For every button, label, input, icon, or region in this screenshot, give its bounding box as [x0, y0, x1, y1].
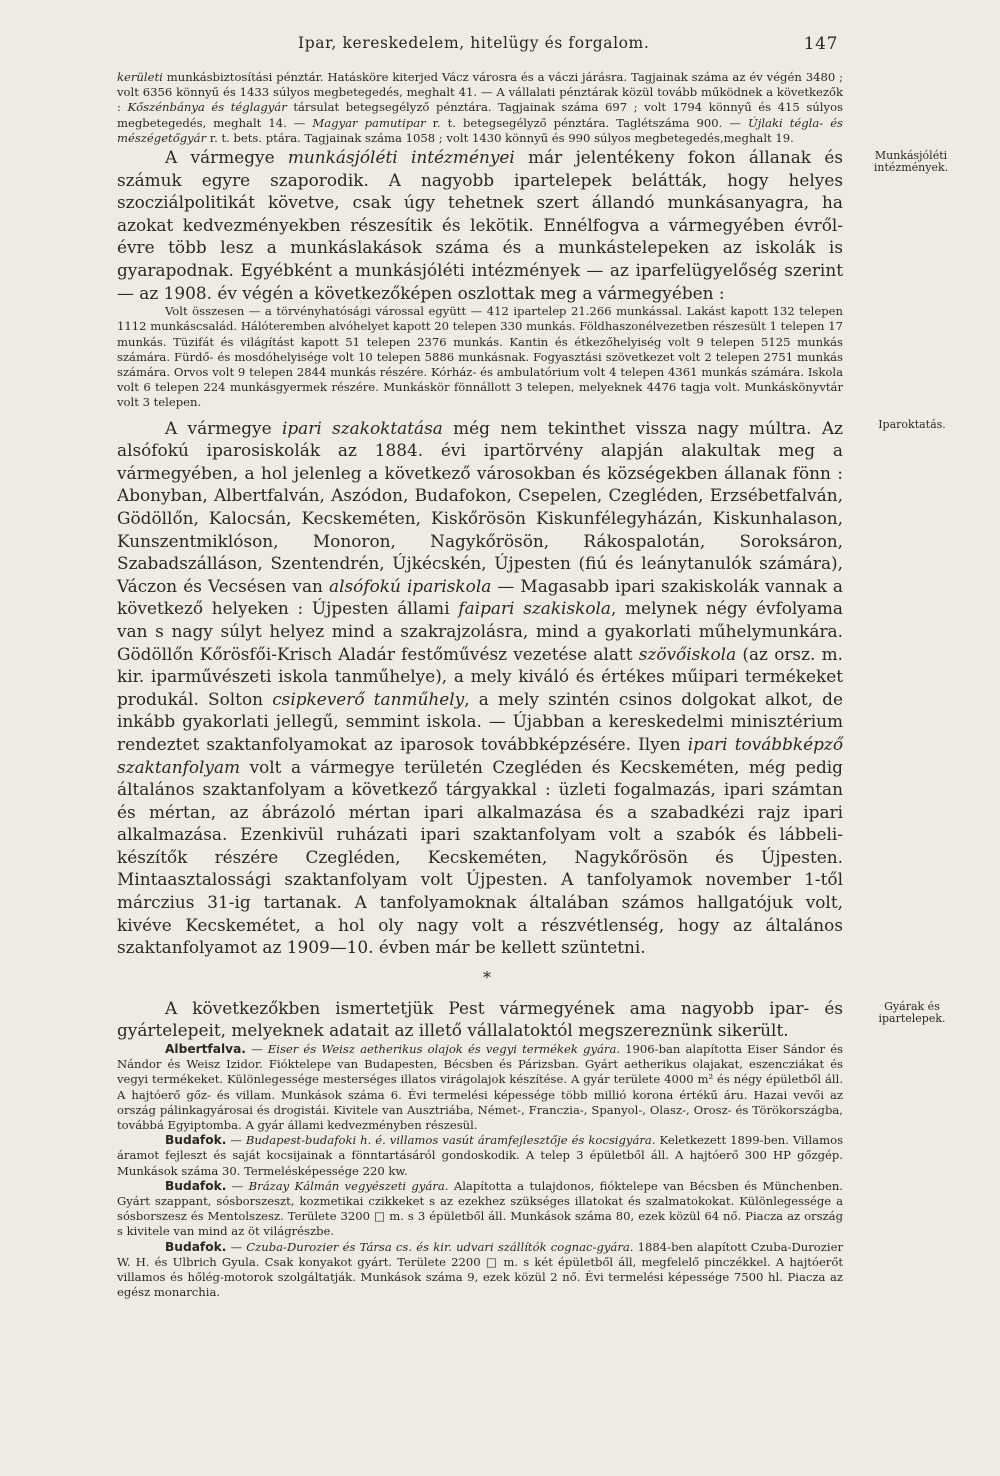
paragraph-education: [117, 417, 843, 959]
text-run: —: [245, 1042, 268, 1057]
entry-budafok-brazay: [117, 1179, 843, 1240]
entry-place: Budafok.: [165, 1178, 227, 1193]
text-run: , melynek négy évfolyama van s nagy súlyt helyez mind a szakrajzolásra, mind a gyakorlati műhelymunkára. Gödöllőn Kőrösfői-Krisch Aladár festőművész vezetése alatt: [117, 598, 843, 664]
section-factories: [117, 997, 946, 1042]
text-run: —: [226, 1239, 247, 1254]
margin-note-welfare: Munkásjóléti intézmények.: [873, 149, 949, 175]
emphasis-company: Kőszénbánya és téglagyár: [127, 100, 287, 115]
entry-company: Brázay Kálmán vegyészeti gyára.: [248, 1178, 449, 1193]
page-number: 147: [803, 34, 838, 54]
section-separator: *: [483, 967, 491, 987]
text-run: társulat betegsegélyző pénztára. Tagjainak száma 697 ; volt 1794 könnyű és 415 súlyos megbetegedés, meghalt 14. —: [117, 100, 843, 130]
emphasis-company: Újlaki tégla- és mészégetőgyár: [117, 115, 844, 145]
margin-note-factories: Gyárak és ipartelepek.: [878, 999, 946, 1025]
entry-place: Budafok.: [165, 1239, 227, 1254]
emphasis-kerületi: kerületi: [117, 70, 163, 84]
entry-budafok-czuba: [117, 1240, 843, 1301]
running-head-title: Ipar, kereskedelem, hitelügy és forgalom.: [298, 34, 650, 52]
text-run: munkásbiztosítási pénztár. Hatásköre kiterjed Vácz városra és a váczi járásra. Tagjainak száma az év végén 3480 ; volt 6356 könnyű és 1433 súlyos megbetegedés, meghalt 41. — A vállalati pénztárak közül tovább működnek a következők :: [117, 70, 843, 115]
text-run: A vármegye: [165, 417, 282, 438]
entry-text: Alapította a tulajdonos, fióktelepe van Bécsben és Münchenben. Gyárt szappant, sósborszeszt, kozmetikai czikkeket s az ezekhez szükséges illatokat és szalmatokokat. Különlegessége a sósborszesz és Mentolszesz. Területe 3200 □ m. s 3 épületből áll. Munkások száma 80, ezek közül 64 nő. Piacza az ország s kivitele van mind az öt világrészbe.: [117, 1178, 843, 1239]
section-welfare: [117, 146, 949, 304]
section-education: [117, 417, 946, 959]
text-run: még nem tekinthet vissza nagy múltra. Az alsófokú iparosiskolák az 1884. évi ipartörvény alapján alakultak meg a vármegyében, a hol jelenleg a következő városokban és községekben állanak fönn : Abonyban, Albertfalván, Aszódon, Budafokon, Csepelen, Czegléden, Erzsébetfalván, Gödöllőn, Kalocsán, Kecskeméten, Kiskőrösön Kiskunfélegyházán, Kiskunhalason, Kunszentmiklóson, Monoron, Nagykőrösön, Rákospalotán, Soroksáron, Szabadszálláson, Szentendrén, Újkécskén, Újpesten (fiú és leánytanulók számára), Váczon és Vecsésen van: [117, 417, 843, 596]
entry-text: 1906-ban alapította Eiser Sándor és Nándor és Weisz Izidor. Fióktelepe van Budapesten, Bécsben és Párizsban. Gyárt aetherikus olajakat, eszencziákat és vegyi termékeket. Különlegessége mesterséges illatos virágolajok készítése. A gyár területe 4000 m² és négy épületből áll. A hajtóerő gőz- és villam. Munkások száma 6. Évi termelési képessége több millió korona értékű áru. Hazai vevői az ország pálinkagyárosai és drogistái. Kivitele van Ausztriába, Német-, Franczia-, Spanyol-, Olasz-, Orosz- és Törökországba, továbbá Egyiptomba. A gyár állami kedvezményben részesül.: [117, 1042, 843, 1133]
entry-company: Czuba-Durozier és Társa cs. és kir. udvari szállítók cognac-gyára.: [246, 1239, 634, 1254]
entry-text: Keletkezett 1899-ben. Villamos áramot fejleszt és saját kocsijainak a fönntartásáról gondoskodik. A telep 3 épületből áll. A hajtóerő 300 HP gőzgép. Munkások száma 30. Termelésképessége 220 kw.: [117, 1133, 844, 1178]
emphasis-term: alsófokú ipariskola: [329, 575, 492, 596]
text-run: volt a vármegye területén Czegléden és Kecskeméten, még pedig általános szaktanfolyam a következő tárgyakkal : üzleti fogalmazás, ipari számtan és mértan, az ábrázoló mértan ipari alkalmazása és a szabadkézi rajz ipari alkalmazása. Ezenkivül ruházati ipari szaktanfolyam volt a szabók és lábbeli-készítők részére Czegléden, Kecskeméten, Nagykőrösön és Újpesten. Mintaasztalossági szaktanfolyam volt Újpesten. A tanfolyamok november 1-től márczius 31-ig tartanak. A tanfolyamoknak általában számos hallgatójuk volt, kivéve Kecskemétet, a hol oly nagy volt a részvétlenség, hogy az általános szaktanfolyamot az 1909—10. évben már be kellett szüntetni.: [117, 756, 843, 958]
emphasis-term: faipari szakiskola: [458, 598, 612, 619]
paragraph-district-fund: [117, 70, 843, 146]
text-run: r. t. bets. ptára. Tagjainak száma 1058 ; volt 1430 könnyű és 990 súlyos megbetegedés,meghalt 19.: [206, 130, 794, 145]
text-run: r. t. betegsegélyző pénztára. Taglétszáma 900. —: [425, 115, 748, 130]
paragraph-factories-intro: A következőkben ismertetjük Pest vármegyének ama nagyobb ipar- és gyártelepeit, melyeknek adatait az illető vállalatoktól megszereznünk sikerült.: [117, 997, 843, 1041]
emphasis-term: szövőiskola: [638, 643, 737, 664]
text-run: , a mely szintén csinos dolgokat alkot, de inkább gyakorlati jellegű, semmint iskola. — Újabban a kereskedelmi minisztérium rendeztet szaktanfolyamokat az iparosok továbbképzésére. Ilyen: [117, 688, 843, 754]
text-run: —: [226, 1133, 246, 1148]
entry-company: Eiser és Weisz aetherikus olajok és vegyi termékek gyára.: [267, 1042, 621, 1057]
emphasis-term: ipari szakoktatása: [281, 417, 443, 438]
entry-place: Albertfalva.: [165, 1042, 246, 1057]
emphasis-term: munkásjóléti intézményei: [287, 147, 515, 168]
text-run: A vármegye: [165, 147, 288, 168]
emphasis-term: csipkeverő tanműhely: [272, 688, 465, 709]
entry-text: 1884-ben alapított Czuba-Durozier W. H. és Ulbrich Gyula. Csak konyakot gyárt. Területe 2200 □ m. s két épületből áll, megfelelő pinczékkel. A hajtóerőt villamos és hőlég-motorok szolgáltatják. Munkások száma 9, ezek közül 2 nő. Évi termelési képessége 7500 hl. Piacza az egész monarchia.: [117, 1239, 843, 1300]
entry-company: Budapest-budafoki h. é. villamos vasút áramfejlesztője és kocsigyára.: [245, 1133, 656, 1148]
text-column: [117, 70, 949, 1300]
paragraph-welfare-stats: Volt összesen — a törvényhatósági várossal együtt — 412 ipartelep 21.266 munkással. Lakást kapott 132 telepen 1112 munkáscsalád. Hálóteremben alvóhelyet kapott 20 telepen 330 munkás. Földhaszonélvezetben részesült 1 telepen 17 munkás. Tüzifát és világítást kapott 51 telepen 2376 munkás. Kantin és étkezőhelyiség volt 9 telepen 5125 munkás számára. Fürdő- és mosdóhelyisége volt 10 telepen 5886 munkásnak. Fogyasztási szövetkezet volt 2 telepen 2751 munkás számára. Orvos volt 9 telepen 2844 munkás részére. Kórház- és ambulatórium volt 4 telepen 4361 munkás számára. Iskola volt 6 telepen 224 munkásgyermek részére. Munkáskör fönnállott 3 telepen, melyeknek 4476 tagja volt. Munkáskönyvtár volt 3 telepen.: [117, 304, 843, 410]
text-run: —: [226, 1178, 249, 1193]
text-run: — Magasabb ipari szakiskolák vannak a következő helyeken : Újpesten állami: [117, 575, 844, 619]
emphasis-term: ipari továbbképző szaktanfolyam: [117, 733, 844, 777]
text-run: (az orsz. m. kir. iparművészeti iskola tanműhelye), a mely kiváló és értékes műipari termékeket produkál. Solton: [117, 643, 843, 709]
paragraph-welfare: [117, 146, 843, 304]
entry-budafok-villamos: [117, 1133, 843, 1179]
entry-place: Budafok.: [165, 1133, 227, 1148]
text-run: már jelentékeny fokon állanak és számuk egyre szaporodik. A nagyobb ipartelepek belátták, hogy helyes szocziálpolitikát követve, csak úgy tehetnek szert állandó munkásanyagra, ha azokat kedvezményekben részesítik és lekötik. Ennélfogva a vármegyében évről-évre több lesz a munkáslakások száma és a munkástelepeken az iskolák is gyarapodnak. Egyébként a munkásjóléti intézmények — az iparfelügyelőség szerint — az 1908. év végén a következőképen oszlottak meg a vármegyében :: [117, 147, 843, 303]
margin-note-education: Iparoktatás.: [878, 417, 946, 431]
emphasis-company: Magyar pamutipar: [312, 115, 426, 130]
entry-albertfalva: [117, 1042, 843, 1133]
